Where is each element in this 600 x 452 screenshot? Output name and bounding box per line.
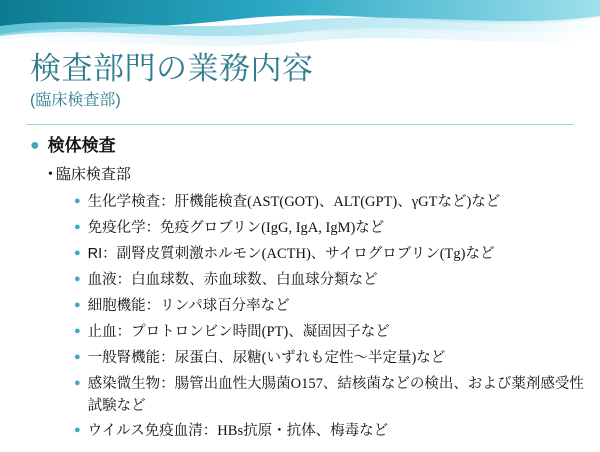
list-item-detail: 尿蛋白、尿糖(いずれも定性～半定量)など <box>174 350 446 366</box>
list-item-label: 感染微生物 <box>87 376 161 392</box>
list-item-text <box>88 241 495 265</box>
list-item-detail: プロトロンビン時間(PT)、凝固因子など <box>131 324 390 340</box>
list-item-text <box>88 293 290 317</box>
bullet-dot-icon: ● <box>74 273 81 285</box>
level1-label: 検体検査 <box>47 136 116 155</box>
list-item-detail: 肝機能検査(AST(GOT)、ALT(GPT)、γGTなど)など <box>174 194 501 210</box>
list-item <box>74 241 590 266</box>
list-item-text <box>88 215 385 239</box>
list-item <box>74 215 590 240</box>
list-item-text <box>88 189 501 213</box>
list-item-separator: ： <box>102 246 117 262</box>
list-item-text <box>88 267 378 291</box>
bullet-dot-icon: ● <box>74 221 81 233</box>
list-item-detail: 白血球数、赤血球数、白血球分類など <box>131 272 378 288</box>
list-item-level2 <box>48 163 590 187</box>
list-item-label: 生化学検査 <box>87 194 161 210</box>
content-body <box>30 133 590 444</box>
list-item-separator: ： <box>202 423 218 439</box>
list-item-label: 血液 <box>87 272 117 288</box>
list-item <box>74 293 590 318</box>
bullet-dot-icon: ● <box>74 247 81 259</box>
decorative-header-band <box>0 0 600 48</box>
bullet-dot-icon: ● <box>74 424 81 436</box>
list-item-label: ウイルス免疫血清 <box>87 423 203 439</box>
bullet-dot-icon: ● <box>74 195 81 207</box>
bullet-dot-icon: ● <box>74 299 81 311</box>
list-item-text <box>88 418 388 442</box>
bullet-dot-icon: ● <box>74 351 81 363</box>
bullet-dot-icon: ● <box>74 325 81 337</box>
list-item <box>74 418 590 443</box>
list-item-separator: ： <box>145 220 161 236</box>
page-subtitle: (臨床検査部) <box>30 92 121 109</box>
bullet-dot-icon: • <box>48 167 53 182</box>
list-item-detail: 免疫グロブリン(IgG, IgA, IgM)など <box>160 220 385 236</box>
list-item-text <box>88 345 446 369</box>
level2-label: 臨床検査部 <box>55 166 131 183</box>
list-item-separator: ： <box>145 298 161 314</box>
list-item-detail: 副腎皮質刺激ホルモン(ACTH)、サイログロブリン(Tg)など <box>116 246 495 262</box>
list-item-separator: ： <box>160 376 175 392</box>
list-item-text <box>88 371 590 417</box>
list-item-label: RI <box>87 246 103 262</box>
list-item-level1 <box>30 133 590 159</box>
list-item-text <box>88 319 390 343</box>
list-item-separator: ： <box>116 324 132 340</box>
list-item-detail: HBs抗原・抗体、梅毒など <box>217 423 389 439</box>
page-title: 検査部門の業務内容 <box>30 51 314 86</box>
list-item-label: 一般腎機能 <box>87 350 161 366</box>
list-item <box>74 345 590 370</box>
list-item-separator: ： <box>160 194 175 210</box>
list-item <box>74 267 590 292</box>
list-item-label: 免疫化学 <box>87 220 146 236</box>
bullet-dot-icon: ● <box>30 137 40 154</box>
list-item-separator: ： <box>160 350 175 366</box>
title-block <box>30 50 570 112</box>
list-item-separator: ： <box>116 272 132 288</box>
bullet-dot-icon: ● <box>74 377 81 389</box>
list-item-detail: 腸管出血性大腸菌O157、結核菌などの検出、および薬剤感受性試験など <box>87 376 584 414</box>
list-item <box>74 319 590 344</box>
title-divider <box>26 124 574 125</box>
list-item <box>74 189 590 214</box>
list-item-label: 止血 <box>87 324 117 340</box>
list-item <box>74 371 590 417</box>
list-item-label: 細胞機能 <box>87 298 146 314</box>
list-item-detail: リンパ球百分率など <box>160 298 290 314</box>
